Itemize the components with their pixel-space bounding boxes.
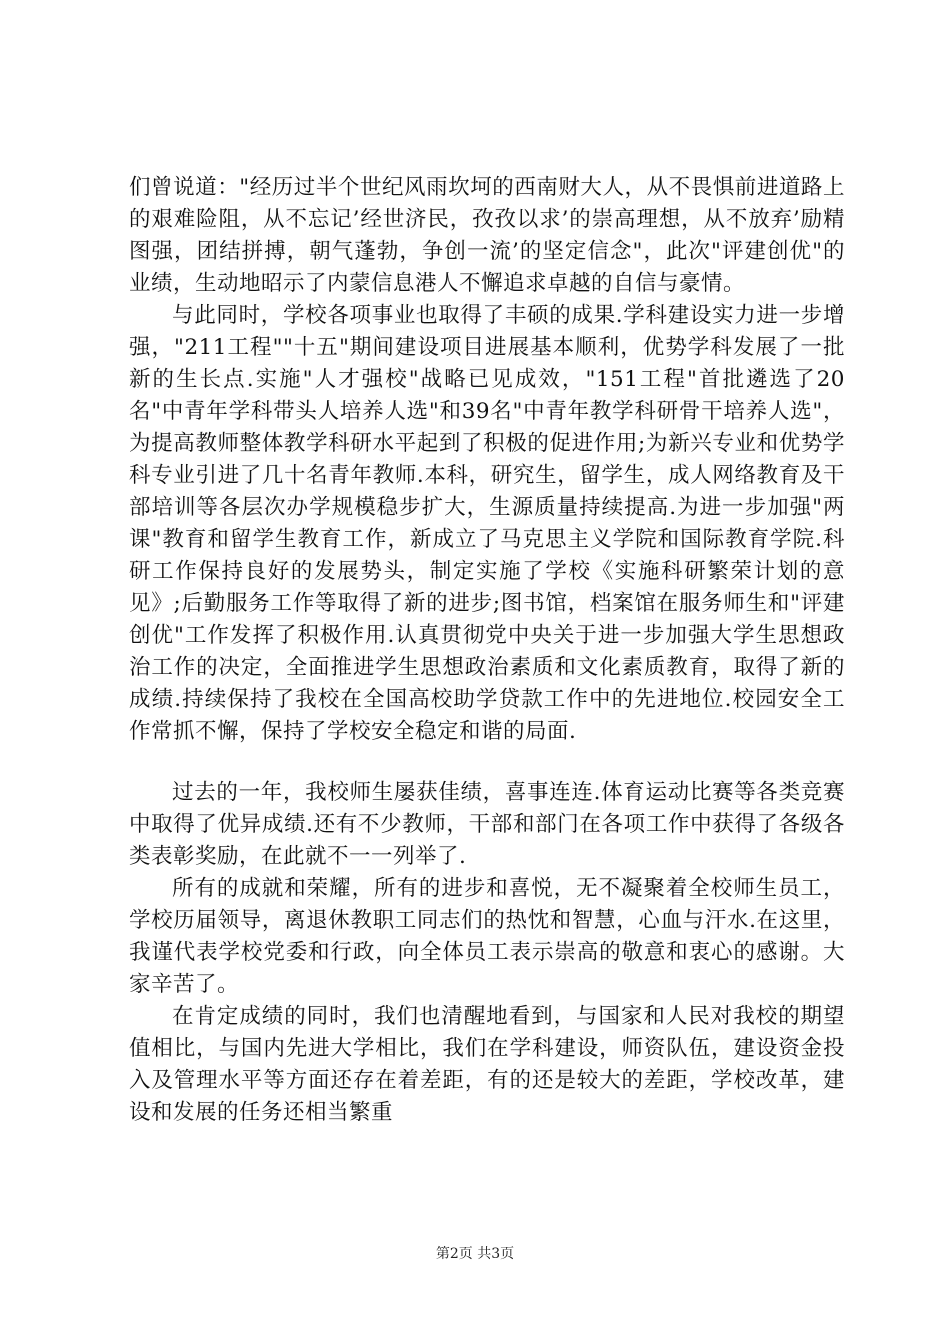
document-body	[129, 172, 845, 1129]
paragraph-2: 与此同时，学校各项事业也取得了丰硕的成果.学科建设实力进一步增强，"211工程""十五"期间建设项目进展基本顺利，优势学科发展了一批新的生长点.实施"人才强校"战略已见成效，"151工程"首批遴选了20名"中青年学科带头人培养人选"和39名"中青年教学科研骨干培养人选"，为提高教师整体教学科研水平起到了积极的促进作用;为新兴专业和优势学科专业引进了几十名青年教师.本科，研究生，留学生，成人网络教育及干部培训等各层次办学规模稳步扩大，生源质量持续提高.为进一步加强"两课"教育和留学生教育工作，新成立了马克思主义学院和国际教育学院.科研工作保持良好的发展势头，制定实施了学校《实施科研繁荣计划的意见》;后勤服务工作等取得了新的进步;图书馆，档案馆在服务师生和"评建创优"工作发挥了积极作用.认真贯彻党中央关于进一步加强大学生思想政治工作的决定，全面推进学生思想政治素质和文化素质教育，取得了新的成绩.持续保持了我校在全国高校助学贷款工作中的先进地位.校园安全工作常抓不懈，保持了学校安全稳定和谐的局面.	[129, 303, 845, 744]
paragraph-3: 过去的一年，我校师生屡获佳绩，喜事连连.体育运动比赛等各类竞赛中取得了优异成绩.还有不少教师，干部和部门在各项工作中获得了各级各类表彰奖励，在此就不一一列举了.	[129, 780, 845, 869]
page-footer	[0, 1244, 950, 1264]
paragraph-1: 们曾说道："经历过半个世纪风雨坎坷的西南财大人，从不畏惧前进道路上的艰难险阻，从不忘记’经世济民，孜孜以求’的崇高理想，从不放弃’励精图强，团结拼搏，朝气蓬勃，争创一流’的坚定信念"，此次"评建创优"的业绩，生动地昭示了内蒙信息港人不懈追求卓越的自信与豪情。	[129, 175, 845, 296]
paragraph-5: 在肯定成绩的同时，我们也清醒地看到，与国家和人民对我校的期望值相比，与国内先进大学相比，我们在学科建设，师资队伍，建设资金投入及管理水平等方面还存在着差距，有的还是较大的差距，学校改革，建设和发展的任务还相当繁重	[129, 1004, 845, 1125]
paragraph-4: 所有的成就和荣耀，所有的进步和喜悦，无不凝聚着全校师生员工，学校历届领导，离退休教职工同志们的热忱和智慧，心血与汗水.在这里，我谨代表学校党委和行政，向全体员工表示崇高的敬意和衷心的感谢。大家辛苦了。	[129, 876, 845, 997]
page-number-label: 第2页 共3页	[435, 1246, 515, 1262]
